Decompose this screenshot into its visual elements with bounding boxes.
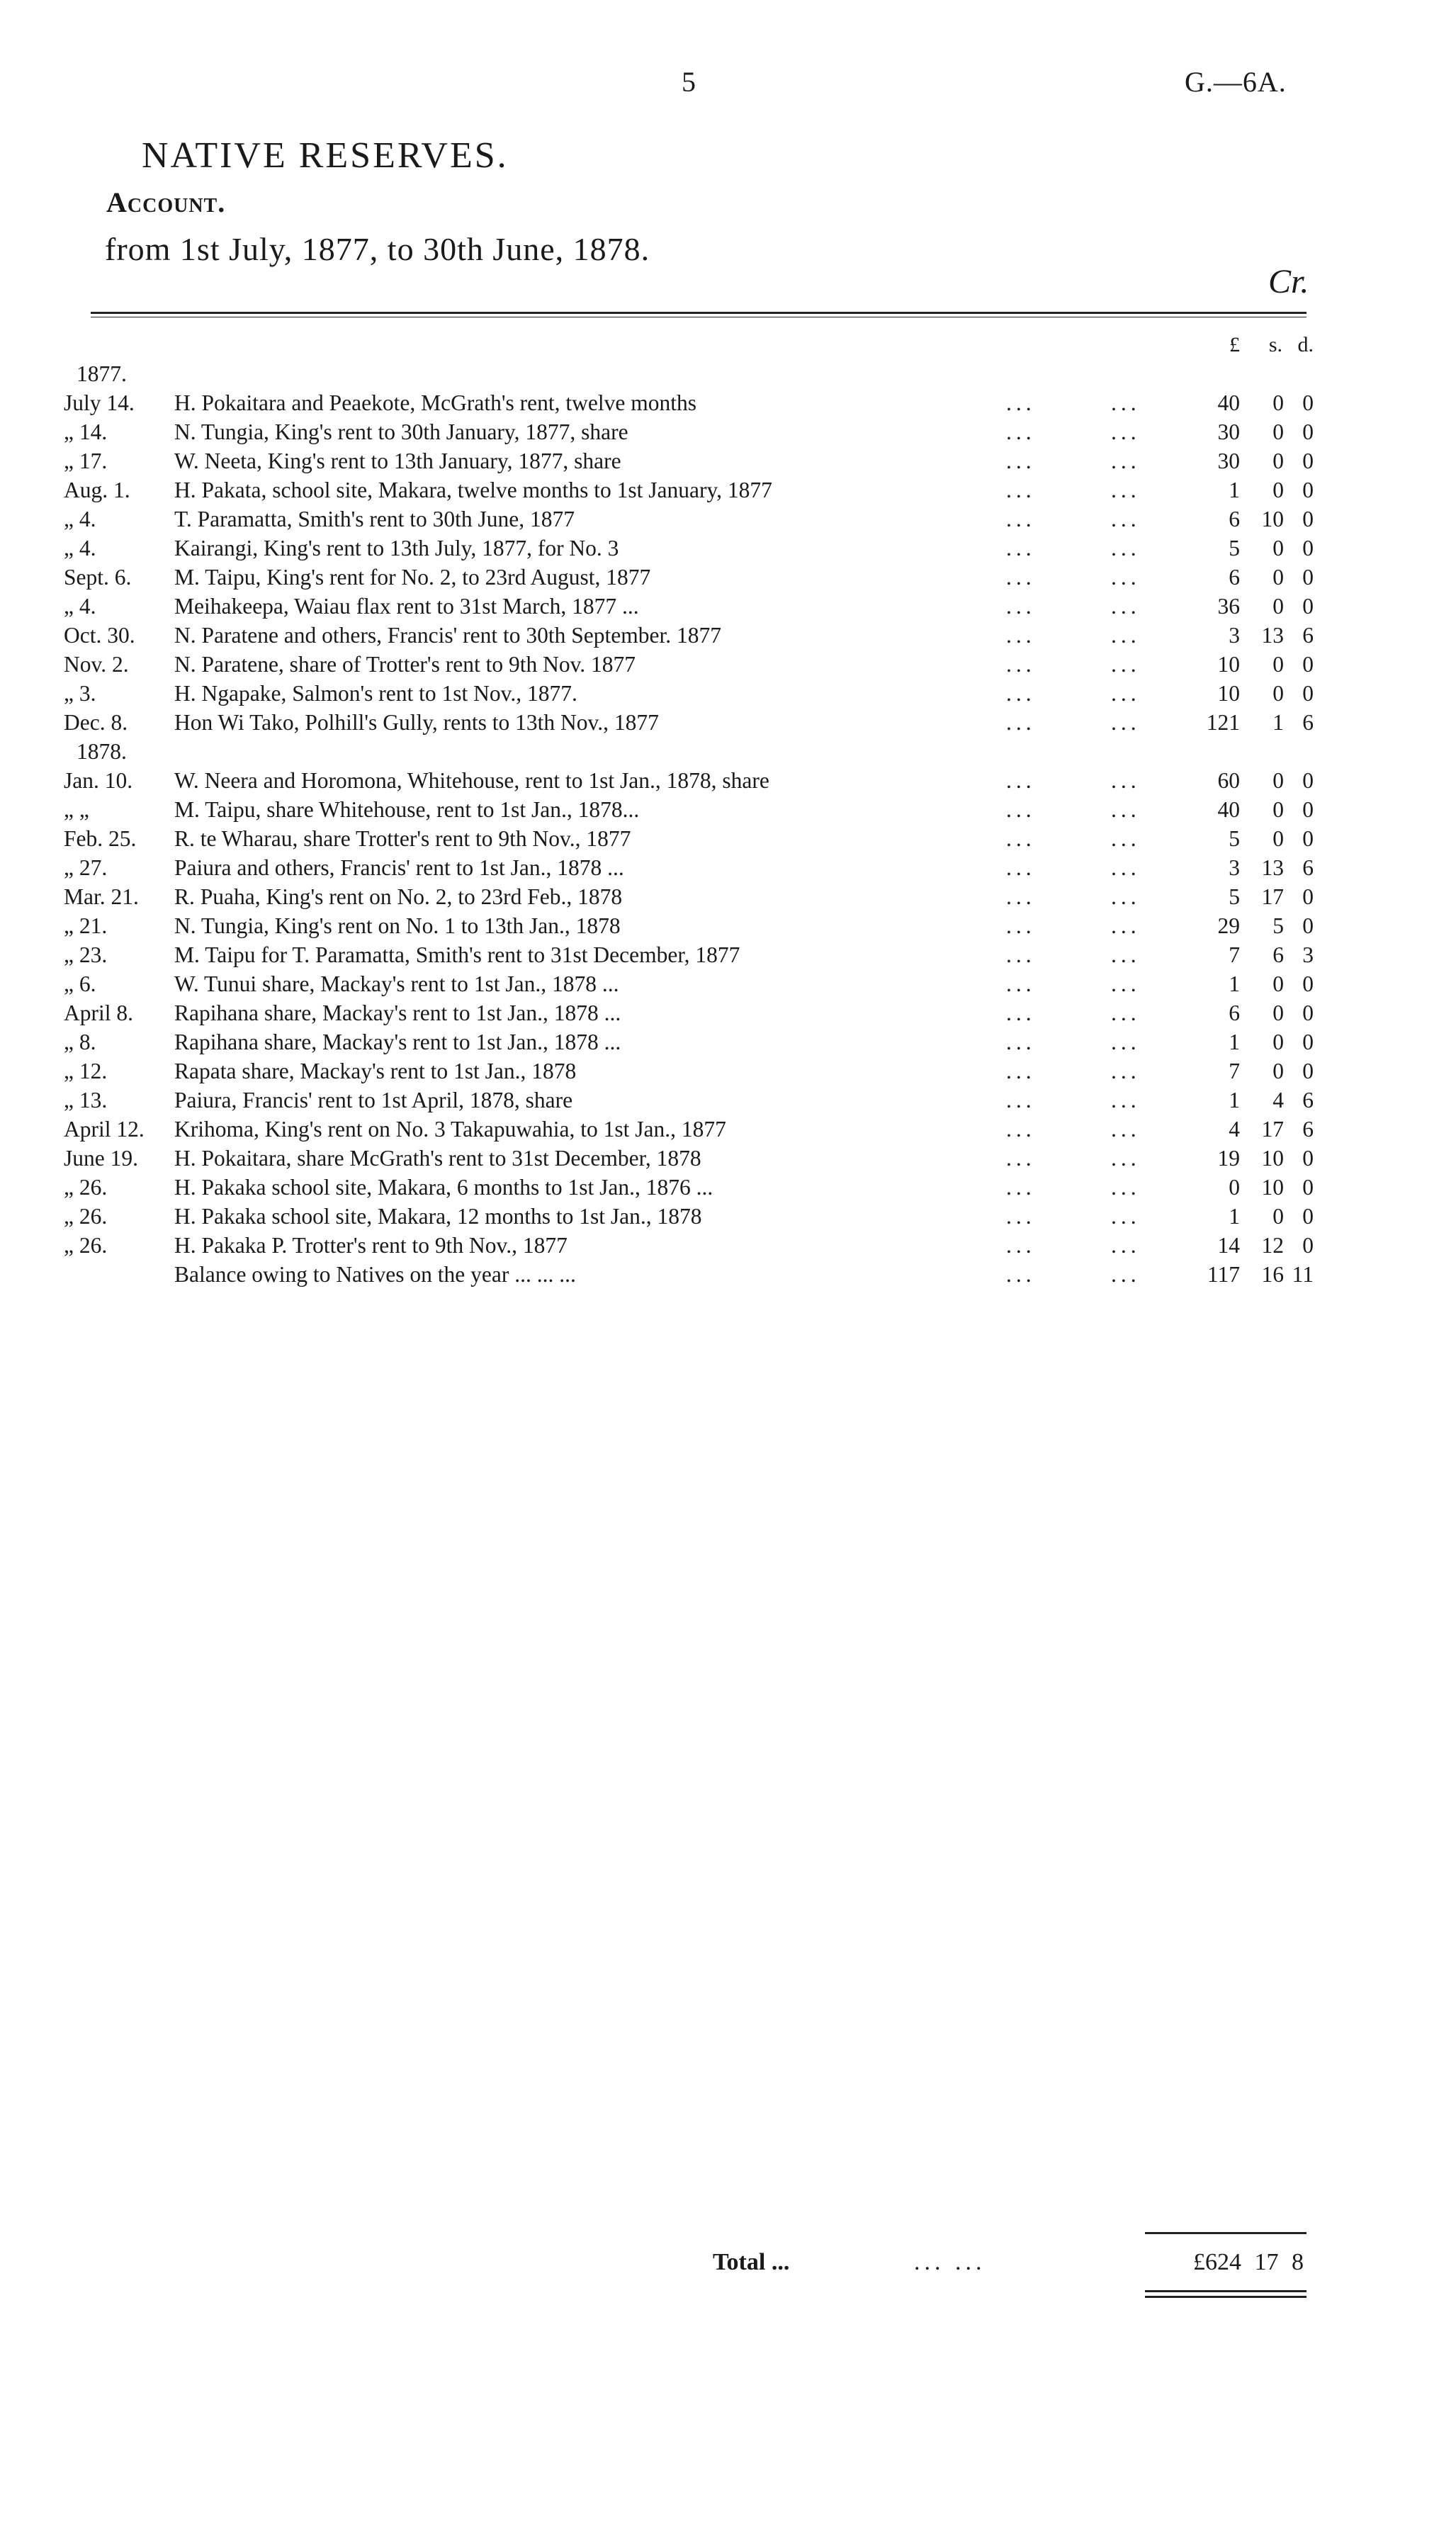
- entry-description: H. Pakaka school site, Makara, 6 months to 1st Jan., 1876 ...: [174, 1175, 713, 1200]
- entry-date: Sept. 6.: [64, 565, 132, 590]
- entry-shillings: 0: [1272, 652, 1284, 677]
- entry-pence: 0: [1302, 565, 1314, 590]
- entry-date: Dec. 8.: [64, 710, 128, 735]
- entry-pounds: 6: [1229, 507, 1240, 531]
- ledger-row: [0, 1173, 1456, 1202]
- entry-date: „ „: [64, 797, 89, 822]
- dot-leader: ...: [1111, 449, 1141, 473]
- entry-shillings: 13: [1261, 623, 1284, 648]
- dot-leader: ...: [1111, 855, 1141, 880]
- dot-leader: ...: [1006, 826, 1036, 851]
- ledger-row: [0, 505, 1456, 534]
- dot-leader: ...: [1111, 390, 1141, 415]
- dot-leader: ...: [1111, 1117, 1141, 1142]
- entry-shillings: 5: [1272, 913, 1284, 938]
- entry-description: H. Pokaitara and Peaekote, McGrath's rent, twelve months: [174, 390, 696, 415]
- entry-pounds: 60: [1217, 768, 1240, 793]
- entry-description: T. Paramatta, Smith's rent to 30th June, 1877: [174, 507, 575, 531]
- entry-date: „ 27.: [64, 855, 108, 880]
- column-head-shillings: s.: [1268, 333, 1282, 356]
- entry-pence: 0: [1302, 971, 1314, 996]
- entry-pence: 0: [1302, 826, 1314, 851]
- dot-leader: ...: [1111, 971, 1141, 996]
- dot-leader: ...: [1006, 1059, 1036, 1083]
- entry-pence: 0: [1302, 797, 1314, 822]
- dot-leader: ...: [1111, 681, 1141, 706]
- entry-pounds: 5: [1229, 536, 1240, 560]
- total-rule-bottom-1: [1145, 2290, 1307, 2292]
- entry-pence: 6: [1302, 855, 1314, 880]
- page-subtitle: Account.: [106, 186, 226, 218]
- year-heading-row: [0, 359, 1456, 388]
- entry-description: H. Pokaitara, share McGrath's rent to 31st December, 1878: [174, 1146, 701, 1171]
- dot-leader: ...: [1111, 652, 1141, 677]
- year-heading-row: [0, 737, 1456, 766]
- ledger-row: [0, 708, 1456, 737]
- entry-date: „ 21.: [64, 913, 108, 938]
- entry-shillings: 10: [1261, 1175, 1284, 1200]
- dot-leader: ...: [1111, 594, 1141, 619]
- dot-leader: ...: [1111, 1262, 1141, 1287]
- entry-shillings: 0: [1272, 1059, 1284, 1083]
- header-rule: [91, 312, 1307, 314]
- dot-leader: ...: [1111, 536, 1141, 560]
- entry-description: Paiura and others, Francis' rent to 1st Jan., 1878 ...: [174, 855, 624, 880]
- entry-description: H. Pakata, school site, Makara, twelve months to 1st January, 1877: [174, 478, 772, 502]
- entry-date: Feb. 25.: [64, 826, 137, 851]
- entry-shillings: 1: [1272, 710, 1284, 735]
- entry-pounds: 7: [1229, 1059, 1240, 1083]
- entry-description: M. Taipu for T. Paramatta, Smith's rent to 31st December, 1877: [174, 942, 740, 967]
- entry-description: R. Puaha, King's rent on No. 2, to 23rd Feb., 1878: [174, 884, 623, 909]
- dot-leader: ...: [1111, 913, 1141, 938]
- entry-pence: 0: [1302, 507, 1314, 531]
- entry-description: N. Tungia, King's rent to 30th January, 1877, share: [174, 419, 628, 444]
- dot-leader: ...: [1111, 797, 1141, 822]
- entry-date: „ 26.: [64, 1233, 108, 1258]
- dot-leader: ...: [1006, 971, 1036, 996]
- dot-leader: ...: [1006, 390, 1036, 415]
- dot-leader: ...: [1111, 1030, 1141, 1054]
- entry-description: H. Ngapake, Salmon's rent to 1st Nov., 1877.: [174, 681, 577, 706]
- dot-leader: ...: [1006, 1262, 1036, 1287]
- entry-pounds: 7: [1229, 942, 1240, 967]
- ledger-row: [0, 795, 1456, 824]
- dot-leader: ...: [1006, 1088, 1036, 1112]
- dot-leader: ...: [1006, 594, 1036, 619]
- entry-shillings: 0: [1272, 390, 1284, 415]
- ledger-row: [0, 592, 1456, 621]
- entry-date: „ 13.: [64, 1088, 108, 1112]
- ledger-row: [0, 824, 1456, 853]
- entry-date: „ 4.: [64, 507, 96, 531]
- dot-leader: ...: [1111, 1233, 1141, 1258]
- ledger-row: [0, 1086, 1456, 1115]
- dot-leader: ...: [1006, 1117, 1036, 1142]
- entry-shillings: 0: [1272, 478, 1284, 502]
- ledger-row: [0, 650, 1456, 679]
- entry-pounds: 6: [1229, 1001, 1240, 1025]
- ledger-row: [0, 969, 1456, 998]
- entry-description: M. Taipu, share Whitehouse, rent to 1st Jan., 1878...: [174, 797, 640, 822]
- entry-pence: 0: [1302, 449, 1314, 473]
- dot-leader: ...: [1111, 1146, 1141, 1171]
- entry-shillings: 0: [1272, 419, 1284, 444]
- entry-shillings: 6: [1272, 942, 1284, 967]
- entry-pounds: 36: [1217, 594, 1240, 619]
- ledger-row: [0, 1115, 1456, 1144]
- dot-leader: ...: [1006, 1146, 1036, 1171]
- ledger-row: [0, 1202, 1456, 1231]
- ledger-row: [0, 1260, 1456, 1289]
- entry-shillings: 0: [1272, 797, 1284, 822]
- ledger-row: [0, 1056, 1456, 1086]
- dot-leader: ...: [1006, 478, 1036, 502]
- entry-pounds: 1: [1229, 1088, 1240, 1112]
- entry-pounds: 3: [1229, 855, 1240, 880]
- entry-date: „ 12.: [64, 1059, 108, 1083]
- ledger-row: [0, 679, 1456, 708]
- entry-pence: 3: [1302, 942, 1314, 967]
- dot-leader: ...: [1006, 1204, 1036, 1229]
- entry-pounds: 14: [1217, 1233, 1240, 1258]
- dot-leader: ...: [1006, 449, 1036, 473]
- entry-shillings: 4: [1272, 1088, 1284, 1112]
- entry-date: 1878.: [77, 739, 127, 764]
- dot-leader: ...: [1111, 565, 1141, 590]
- entry-pounds: 3: [1229, 623, 1240, 648]
- entry-shillings: 0: [1272, 971, 1284, 996]
- entry-pence: 0: [1302, 419, 1314, 444]
- entry-pence: 0: [1302, 536, 1314, 560]
- dot-leader: ...: [1111, 1059, 1141, 1083]
- dot-leader: ...: [1111, 1001, 1141, 1025]
- entry-pence: 11: [1292, 1262, 1314, 1287]
- entry-pence: 0: [1302, 652, 1314, 677]
- page-title: NATIVE RESERVES.: [142, 135, 509, 176]
- entry-date: „ 23.: [64, 942, 108, 967]
- entry-date: Nov. 2.: [64, 652, 129, 677]
- dot-leader: ...: [1111, 942, 1141, 967]
- entry-pence: 0: [1302, 681, 1314, 706]
- entry-shillings: 0: [1272, 1204, 1284, 1229]
- entry-date: „ 3.: [64, 681, 96, 706]
- entry-shillings: 0: [1272, 449, 1284, 473]
- entry-pounds: 5: [1229, 884, 1240, 909]
- entry-pounds: 6: [1229, 565, 1240, 590]
- dot-leader: ...: [1006, 507, 1036, 531]
- entry-description: W. Neera and Horomona, Whitehouse, rent to 1st Jan., 1878, share: [174, 768, 769, 793]
- entry-shillings: 13: [1261, 855, 1284, 880]
- entry-description: Balance owing to Natives on the year ... ... ...: [174, 1262, 576, 1287]
- entry-pence: 6: [1302, 710, 1314, 735]
- ledger-row: [0, 621, 1456, 650]
- dot-leader: ...: [1006, 536, 1036, 560]
- entry-pounds: 1: [1229, 1204, 1240, 1229]
- entry-shillings: 0: [1272, 681, 1284, 706]
- entry-pence: 0: [1302, 768, 1314, 793]
- entry-pounds: 10: [1217, 681, 1240, 706]
- ledger-row: [0, 417, 1456, 446]
- entry-description: Paiura, Francis' rent to 1st April, 1878, share: [174, 1088, 573, 1112]
- entry-description: R. te Wharau, share Trotter's rent to 9th Nov., 1877: [174, 826, 631, 851]
- entry-pence: 6: [1302, 1117, 1314, 1142]
- entry-pounds: 30: [1217, 419, 1240, 444]
- entry-description: N. Tungia, King's rent on No. 1 to 13th Jan., 1878: [174, 913, 621, 938]
- entry-pounds: 40: [1217, 390, 1240, 415]
- entry-shillings: 12: [1261, 1233, 1284, 1258]
- entry-date: Mar. 21.: [64, 884, 139, 909]
- entry-pounds: 1: [1229, 478, 1240, 502]
- entry-shillings: 10: [1261, 507, 1284, 531]
- entry-shillings: 0: [1272, 594, 1284, 619]
- entry-description: Rapata share, Mackay's rent to 1st Jan., 1878: [174, 1059, 577, 1083]
- column-head-pence: d.: [1297, 333, 1314, 356]
- ledger-row: [0, 940, 1456, 969]
- entry-pence: 6: [1302, 623, 1314, 648]
- entry-pounds: 0: [1229, 1175, 1240, 1200]
- total-rule-top: [1145, 2232, 1307, 2234]
- entry-pence: 0: [1302, 913, 1314, 938]
- entry-pounds: 1: [1229, 971, 1240, 996]
- dot-leader: ...: [1006, 1030, 1036, 1054]
- entry-pence: 0: [1302, 1204, 1314, 1229]
- dot-leader: ...: [1111, 623, 1141, 648]
- total-leader: ... ...: [914, 2249, 986, 2275]
- entry-description: Krihoma, King's rent on No. 3 Takapuwahia, to 1st Jan., 1877: [174, 1117, 726, 1142]
- dot-leader: ...: [1111, 507, 1141, 531]
- entry-pounds: 5: [1229, 826, 1240, 851]
- dot-leader: ...: [1111, 1204, 1141, 1229]
- entry-shillings: 0: [1272, 536, 1284, 560]
- entry-description: Hon Wi Tako, Polhill's Gully, rents to 13th Nov., 1877: [174, 710, 659, 735]
- entry-shillings: 17: [1261, 1117, 1284, 1142]
- entry-shillings: 0: [1272, 826, 1284, 851]
- entry-date: Jan. 10.: [64, 768, 133, 793]
- entry-description: W. Neeta, King's rent to 13th January, 1877, share: [174, 449, 621, 473]
- entry-date: „ 14.: [64, 419, 108, 444]
- dot-leader: ...: [1111, 419, 1141, 444]
- entry-date: Oct. 30.: [64, 623, 135, 648]
- entry-description: Rapihana share, Mackay's rent to 1st Jan., 1878 ...: [174, 1001, 621, 1025]
- entry-pence: 0: [1302, 1030, 1314, 1054]
- entry-description: N. Paratene, share of Trotter's rent to 9th Nov. 1877: [174, 652, 636, 677]
- dot-leader: ...: [1111, 884, 1141, 909]
- ledger-row: [0, 563, 1456, 592]
- ledger-row: [0, 853, 1456, 882]
- total-rule-bottom-2: [1145, 2296, 1307, 2298]
- dot-leader: ...: [1006, 797, 1036, 822]
- dot-leader: ...: [1006, 623, 1036, 648]
- entry-description: W. Tunui share, Mackay's rent to 1st Jan., 1878 ...: [174, 971, 619, 996]
- dot-leader: ...: [1006, 1175, 1036, 1200]
- entry-pence: 6: [1302, 1088, 1314, 1112]
- page-number: 5: [682, 66, 696, 98]
- total-row: [0, 2245, 1456, 2280]
- column-head-pounds: £: [1229, 333, 1240, 356]
- entry-description: Meihakeepa, Waiau flax rent to 31st March, 1877 ...: [174, 594, 639, 619]
- entry-pounds: 10: [1217, 652, 1240, 677]
- account-period: from 1st July, 1877, to 30th June, 1878.: [105, 231, 650, 267]
- ledger-row: [0, 1231, 1456, 1260]
- entry-date: April 12.: [64, 1117, 145, 1142]
- entry-pence: 0: [1302, 594, 1314, 619]
- entry-pounds: 117: [1207, 1262, 1240, 1287]
- dot-leader: ...: [1006, 565, 1036, 590]
- ledger-row: [0, 1144, 1456, 1173]
- document-code: G.—6A.: [1185, 66, 1287, 98]
- entry-description: H. Pakaka P. Trotter's rent to 9th Nov., 1877: [174, 1233, 568, 1258]
- dot-leader: ...: [1006, 884, 1036, 909]
- entry-shillings: 0: [1272, 565, 1284, 590]
- entry-date: „ 6.: [64, 971, 96, 996]
- entry-pence: 0: [1302, 1233, 1314, 1258]
- entry-pounds: 1: [1229, 1030, 1240, 1054]
- entry-pence: 0: [1302, 884, 1314, 909]
- dot-leader: ...: [1006, 710, 1036, 735]
- entry-shillings: 0: [1272, 1030, 1284, 1054]
- entry-pence: 0: [1302, 478, 1314, 502]
- entry-date: Aug. 1.: [64, 478, 130, 502]
- ledger-row: [0, 388, 1456, 417]
- dot-leader: ...: [1111, 1175, 1141, 1200]
- entry-shillings: 0: [1272, 1001, 1284, 1025]
- dot-leader: ...: [1006, 1233, 1036, 1258]
- entry-date: „ 26.: [64, 1175, 108, 1200]
- entry-date: „ 4.: [64, 536, 96, 560]
- entry-date: July 14.: [64, 390, 135, 415]
- ledger-row: [0, 446, 1456, 475]
- entry-pounds: 40: [1217, 797, 1240, 822]
- entry-date: „ 8.: [64, 1030, 96, 1054]
- credit-side-label: Cr.: [1268, 263, 1309, 300]
- entry-pence: 0: [1302, 1175, 1314, 1200]
- ledger-row: [0, 475, 1456, 505]
- entry-date: „ 17.: [64, 449, 108, 473]
- entry-pence: 0: [1302, 1146, 1314, 1171]
- entry-date: „ 4.: [64, 594, 96, 619]
- total-amount: £624 17 8: [1193, 2249, 1304, 2275]
- ledger-row: [0, 998, 1456, 1027]
- entry-description: Kairangi, King's rent to 13th July, 1877, for No. 3: [174, 536, 619, 560]
- ledger-row: [0, 1027, 1456, 1056]
- entry-date: April 8.: [64, 1001, 133, 1025]
- entry-pounds: 19: [1217, 1146, 1240, 1171]
- entry-pence: 0: [1302, 1059, 1314, 1083]
- entry-pounds: 121: [1206, 710, 1240, 735]
- dot-leader: ...: [1111, 1088, 1141, 1112]
- dot-leader: ...: [1006, 1001, 1036, 1025]
- entry-pence: 0: [1302, 390, 1314, 415]
- entry-description: M. Taipu, King's rent for No. 2, to 23rd August, 1877: [174, 565, 651, 590]
- entry-pence: 0: [1302, 1001, 1314, 1025]
- dot-leader: ...: [1006, 652, 1036, 677]
- dot-leader: ...: [1006, 942, 1036, 967]
- entry-description: N. Paratene and others, Francis' rent to 30th September. 1877: [174, 623, 721, 648]
- total-label: Total ...: [713, 2249, 790, 2275]
- entry-description: Rapihana share, Mackay's rent to 1st Jan., 1878 ...: [174, 1030, 621, 1054]
- entry-description: H. Pakaka school site, Makara, 12 months to 1st Jan., 1878: [174, 1204, 702, 1229]
- dot-leader: ...: [1111, 826, 1141, 851]
- ledger-row: [0, 911, 1456, 940]
- dot-leader: ...: [1111, 478, 1141, 502]
- entry-shillings: 16: [1261, 1262, 1284, 1287]
- entry-date: June 19.: [64, 1146, 138, 1171]
- dot-leader: ...: [1006, 855, 1036, 880]
- ledger-row: [0, 882, 1456, 911]
- dot-leader: ...: [1111, 768, 1141, 793]
- ledger-row: [0, 534, 1456, 563]
- dot-leader: ...: [1006, 913, 1036, 938]
- entry-pounds: 30: [1217, 449, 1240, 473]
- dot-leader: ...: [1111, 710, 1141, 735]
- dot-leader: ...: [1006, 681, 1036, 706]
- dot-leader: ...: [1006, 419, 1036, 444]
- dot-leader: ...: [1006, 768, 1036, 793]
- entry-shillings: 10: [1261, 1146, 1284, 1171]
- entry-pounds: 29: [1217, 913, 1240, 938]
- entry-shillings: 17: [1261, 884, 1284, 909]
- ledger-row: [0, 766, 1456, 795]
- entry-date: „ 26.: [64, 1204, 108, 1229]
- entry-date: 1877.: [77, 361, 127, 386]
- entry-pounds: 4: [1229, 1117, 1240, 1142]
- entry-shillings: 0: [1272, 768, 1284, 793]
- ledger-entries: [0, 359, 1456, 1289]
